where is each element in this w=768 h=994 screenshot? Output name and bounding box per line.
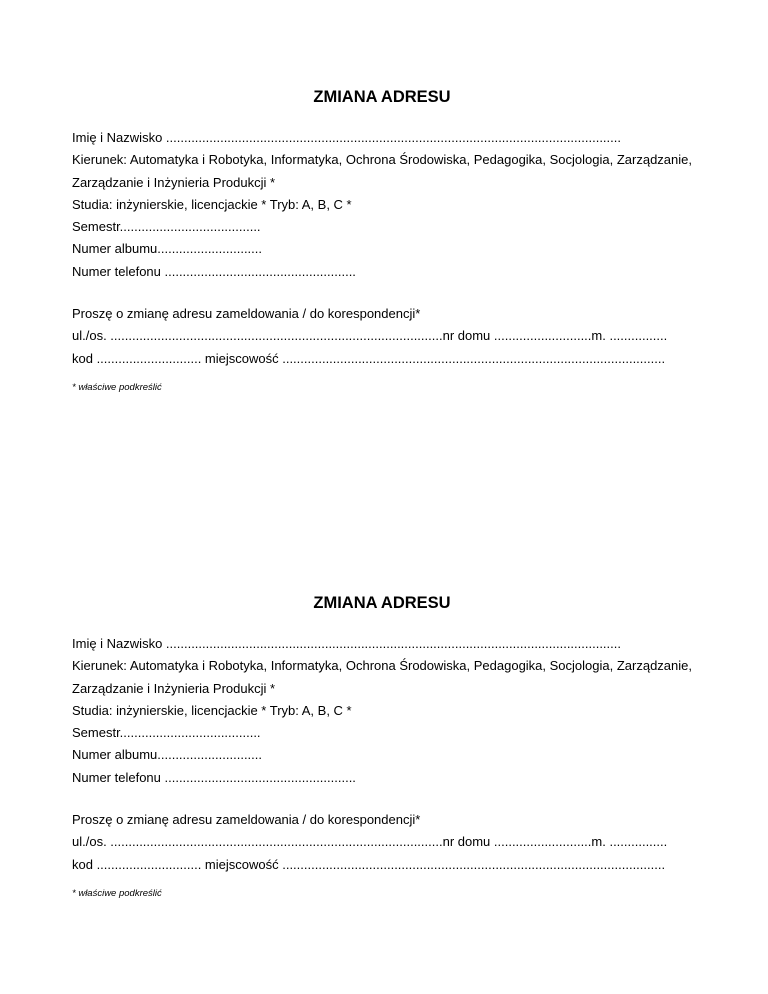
kierunek-line-1: Kierunek: Automatyka i Robotyka, Informatyka, Ochrona Środowiska, Pedagogika, Socjologia, Zarządzanie, [72,658,692,674]
spacer [72,789,692,809]
album-number-field-line: Numer albumu............................. [72,747,262,763]
name-field-line: Imię i Nazwisko .............................................................................................................................. [72,636,621,651]
phone-field-line: Numer telefonu ..................................................... [72,769,356,785]
album-number-field-line: Numer albumu............................. [72,241,262,257]
city-field-line: kod ............................. miejscowość .......................................................................................................... [72,350,666,366]
studia-line: Studia: inżynierskie, licencjackie * Tryb: A, B, C * [72,702,352,718]
street-field-line: ul./os. ............................................................................................nr domu ...........................m. ................ [72,328,668,344]
studia-line: Studia: inżynierskie, licencjackie * Tryb: A, B, C * [72,196,352,212]
semestr-field-line: Semestr....................................... [72,219,261,235]
semestr-field-line: Semestr....................................... [72,725,261,741]
kierunek-line-1: Kierunek: Automatyka i Robotyka, Informatyka, Ochrona Środowiska, Pedagogika, Socjologia, Zarządzanie, [72,152,692,168]
name-field-line: Imię i Nazwisko .............................................................................................................................. [72,130,621,145]
kierunek-line-2: Zarządzanie i Inżynieria Produkcji * [72,680,276,696]
address-change-form-top [72,88,692,393]
kierunek-line-2: Zarządzanie i Inżynieria Produkcji * [72,174,276,190]
footnote: * właściwe podkreślić [72,381,162,393]
phone-field-line: Numer telefonu ..................................................... [72,263,356,279]
street-field-line: ul./os. ............................................................................................nr domu ...........................m. ................ [72,834,668,850]
form-title: ZMIANA ADRESU [313,88,451,106]
form-title: ZMIANA ADRESU [313,594,451,612]
footnote: * właściwe podkreślić [72,887,162,899]
request-line: Proszę o zmianę adresu zameldowania / do korespondencji* [72,812,421,828]
address-change-form-bottom [72,594,692,899]
request-line: Proszę o zmianę adresu zameldowania / do korespondencji* [72,306,421,322]
spacer [72,283,692,303]
city-field-line: kod ............................. miejscowość .......................................................................................................... [72,856,666,872]
